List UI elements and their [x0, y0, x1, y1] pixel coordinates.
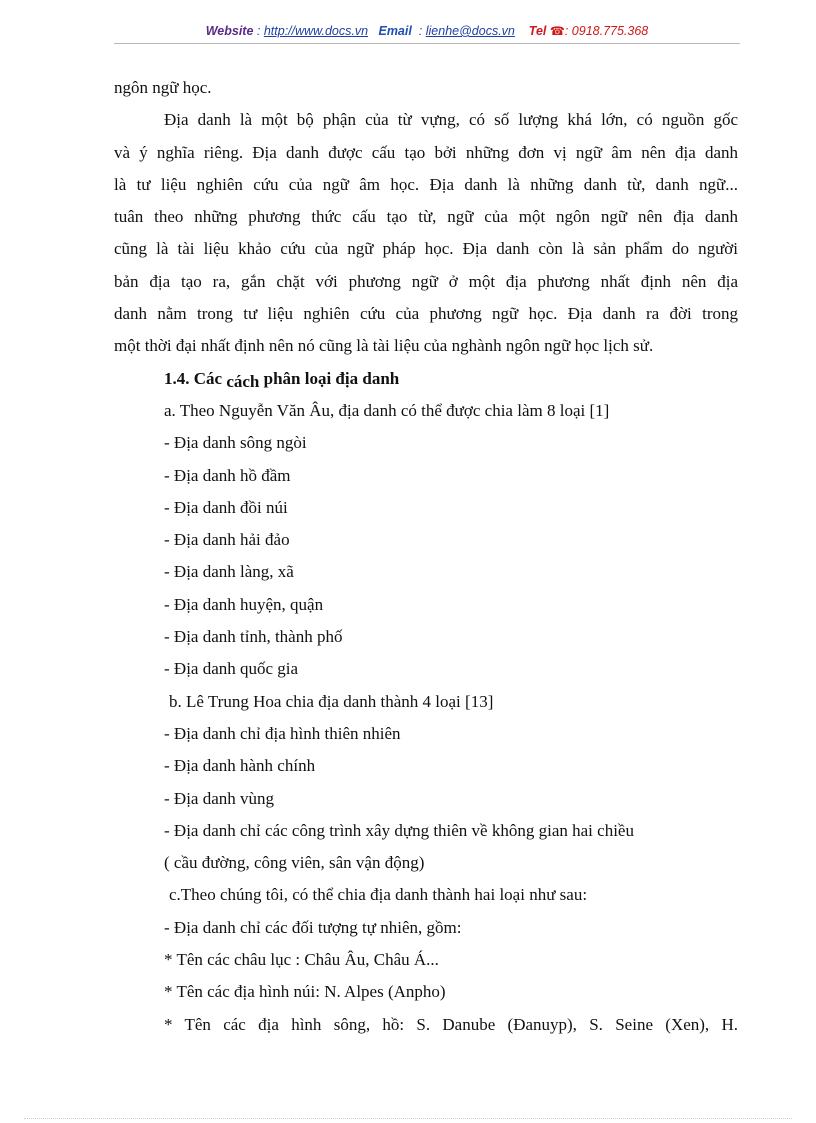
- list-item: - Địa danh tỉnh, thành phố: [164, 627, 343, 647]
- list-item: - Địa danh đồi núi: [164, 497, 288, 517]
- website-link[interactable]: http://www.docs.vn: [263, 24, 369, 38]
- page-header: [114, 24, 740, 38]
- list-item: - Địa danh hành chính: [164, 756, 316, 776]
- list-subitem: * Tên các địa hình sông, hồ: S. Danube (Đanuyp), S. Seine (Xen), H.: [164, 1014, 738, 1034]
- text-line: cũng là tài liệu khảo cứu của ngữ pháp học. Địa danh còn là sản phẩm do người: [114, 239, 738, 259]
- text-line: ngôn ngữ học.: [114, 78, 212, 97]
- document-body: [114, 72, 738, 1041]
- list-item: - Địa danh chỉ các công trình xây dựng thiên về không gian hai chiều: [164, 820, 634, 840]
- list-item: - Địa danh hồ đầm: [164, 465, 291, 485]
- list-item: - Địa danh chỉ địa hình thiên nhiên: [164, 723, 401, 743]
- tel-label: Tel: [528, 24, 547, 38]
- list-subitem: * Tên các địa hình núi: N. Alpes (Anpho): [164, 982, 446, 1002]
- website-separator: :: [253, 24, 264, 38]
- list-intro: c.Theo chúng tôi, có thể chia địa danh thành hai loại như sau:: [169, 885, 588, 905]
- list-item: - Địa danh làng, xã: [164, 562, 294, 582]
- list-item: - Địa danh quốc gia: [164, 659, 299, 679]
- website-label: Website: [205, 24, 254, 38]
- heading-part: phân loại địa danh: [259, 368, 400, 388]
- text-line: là tư liệu nghiên cứu của ngữ âm học. Địa danh là những danh từ, danh ngữ...: [114, 174, 738, 194]
- text-line: danh nằm trong tư liệu nghiên cứu của phương ngữ học. Địa danh ra đời trong: [114, 304, 738, 324]
- list-subitem: * Tên các châu lục : Châu Âu, Châu Á...: [164, 950, 439, 970]
- list-item-continuation: ( cầu đường, công viên, sân vận động): [164, 853, 425, 873]
- text-line: Địa danh là một bộ phận của từ vựng, có số lượng khá lớn, có nguồn gốc: [164, 110, 738, 130]
- email-label: Email: [378, 24, 412, 38]
- footer-divider: [24, 1118, 792, 1119]
- list-item: - Địa danh huyện, quận: [164, 594, 324, 614]
- email-link[interactable]: lienhe@docs.vn: [425, 24, 515, 38]
- list-item: - Địa danh vùng: [164, 788, 275, 808]
- text-line: bản địa tạo ra, gắn chặt với phương ngữ ở một địa phương nhất định nên địa: [114, 271, 738, 291]
- phone-icon: ☎: [549, 24, 565, 38]
- text-line: tuân theo những phương thức cấu tạo từ, ngữ của một ngôn ngữ nên địa danh: [114, 207, 738, 227]
- email-separator: :: [415, 24, 426, 38]
- header-divider: [114, 43, 740, 44]
- heading-part: cách: [226, 371, 260, 391]
- list-intro: a. Theo Nguyễn Văn Âu, địa danh có thể được chia làm 8 loại [1]: [164, 400, 610, 420]
- phone-number: : 0918.775.368: [564, 24, 649, 38]
- list-item: - Địa danh hải đảo: [164, 530, 290, 550]
- list-item: - Địa danh sông ngòi: [164, 433, 307, 453]
- list-item: - Địa danh chỉ các đối tượng tự nhiên, gồm:: [164, 917, 462, 937]
- list-intro: b. Lê Trung Hoa chia địa danh thành 4 loại [13]: [169, 691, 494, 711]
- heading-part: 1.4. Các: [164, 368, 227, 388]
- section-heading: [114, 363, 738, 395]
- text-line: và ý nghĩa riêng. Địa danh được cấu tạo bởi những đơn vị ngữ âm nên địa danh: [114, 142, 738, 162]
- text-line: một thời đại nhất định nên nó cũng là tài liệu của nghành ngôn ngữ học lịch sử.: [114, 336, 654, 356]
